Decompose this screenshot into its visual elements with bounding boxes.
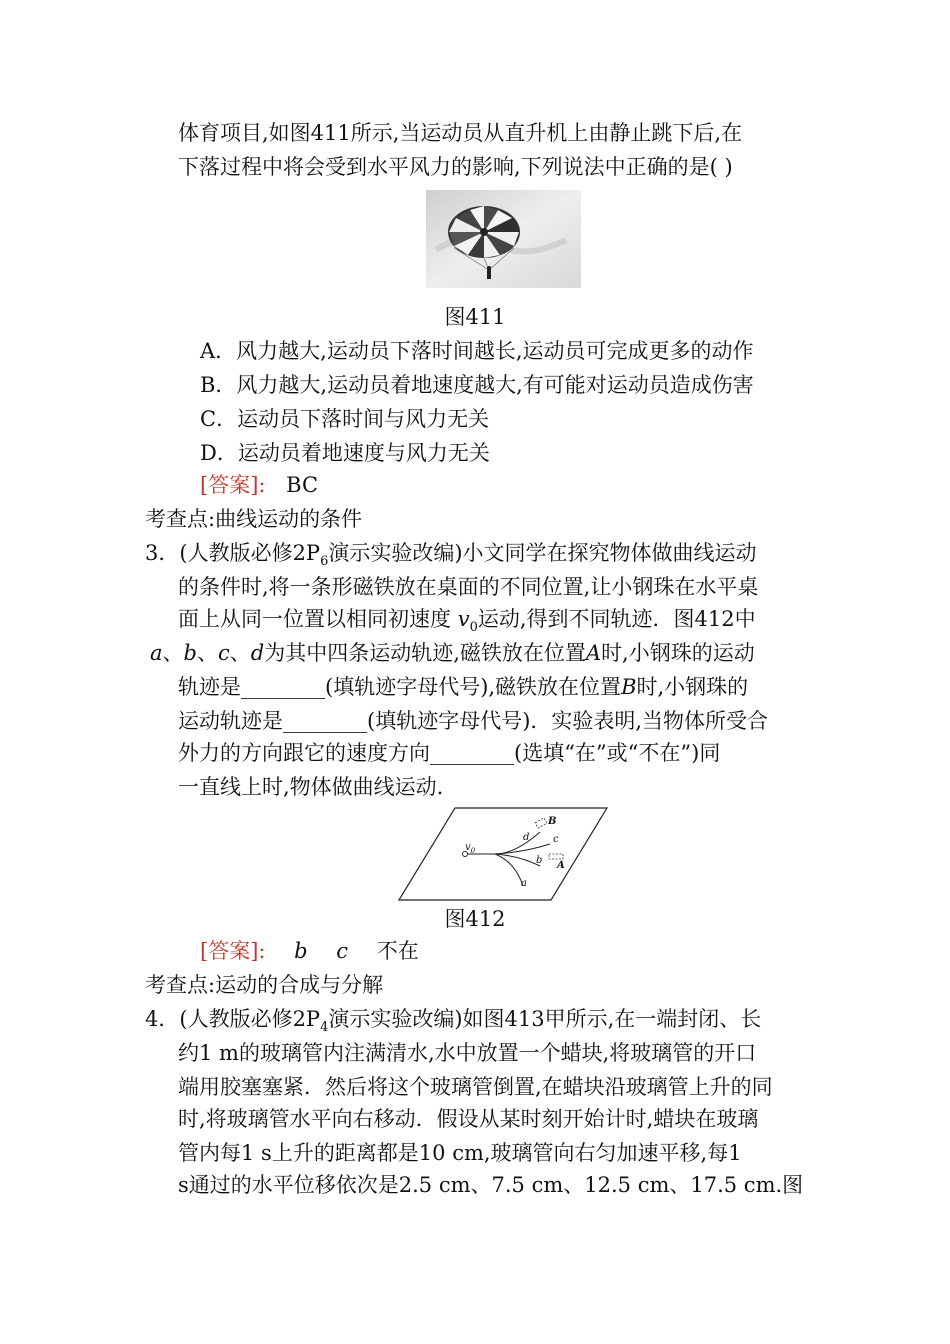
label-d: d	[523, 832, 530, 843]
q3-line7: 外力的方向跟它的速度方向________(选填“在”或“不在”)同	[178, 741, 721, 765]
q4-line6: s通过的水平位移依次是2.5 cm、7.5 cm、12.5 cm、17.5 cm.图	[178, 1173, 804, 1197]
q4-line3: 端用胶塞塞紧．然后将这个玻璃管倒置,在蜡块沿玻璃管上升的同	[178, 1075, 773, 1099]
answer-value: BC	[286, 473, 319, 497]
q3-line2: 的条件时,将一条形磁铁放在桌面的不同位置,让小钢珠在水平桌	[178, 575, 759, 599]
q3-line1	[145, 540, 757, 575]
option-d: D．运动员着地速度与风力无关	[200, 441, 490, 465]
q4-line1-sub: 4	[320, 1020, 329, 1036]
q3-line3-v: v	[457, 607, 470, 631]
q3-line5-a: 轨迹是________(填轨迹字母代号),磁铁放在位置	[178, 675, 622, 699]
q2-answer	[200, 472, 318, 498]
q4-line5: 管内每1 s上升的距离都是10 cm,玻璃管向右匀加速平移,每1	[178, 1141, 742, 1165]
q4-line1-a: (人教版必修2P	[179, 1007, 321, 1031]
q3-line3-a: 面上从同一位置以相同初速度	[178, 607, 458, 631]
figure-412-caption: 图412	[444, 907, 506, 931]
q2-text-line1: 体育项目,如图411所示,当运动员从直升机上由静止跳下后,在	[178, 121, 743, 145]
magnet-b	[535, 818, 547, 828]
q3-line3-sub: 0	[469, 620, 478, 636]
q3-line4-j: 时,小钢珠的运动	[601, 641, 755, 665]
label-b: b	[536, 855, 543, 866]
label-a: a	[521, 878, 527, 889]
q3-line4-d: 、	[196, 641, 218, 665]
q3-line4	[150, 640, 755, 666]
trajectory-b	[495, 854, 543, 866]
q3-line5-b: B	[621, 675, 637, 699]
q3-line3	[178, 606, 756, 641]
magnet-a	[549, 854, 563, 859]
label-v0: $v_0$	[465, 842, 476, 855]
q4-line1-b: 演示实验改编)如图413甲所示,在一端封闭、长	[328, 1007, 762, 1031]
label-A: A	[557, 860, 565, 871]
q3-line6: 运动轨迹是________(填轨迹字母代号)．实验表明,当物体所受合	[178, 709, 769, 733]
option-b: B．风力越大,运动员着地速度越大,有可能对运动员造成伤害	[200, 373, 754, 397]
q3-line4-e: c	[217, 641, 230, 665]
answer-label: [答案]:	[200, 473, 266, 497]
q3-number: 3．	[145, 541, 180, 565]
q3-line1-text: (人教版必修2P	[179, 541, 321, 565]
q3-line4-g: d	[250, 641, 265, 665]
trajectory-figure	[395, 804, 610, 904]
option-a: A．风力越大,运动员下落时间越长,运动员可完成更多的动作	[200, 339, 754, 363]
label-B: B	[548, 816, 557, 827]
answer-c: c	[336, 939, 349, 963]
parachute-figure	[426, 190, 581, 288]
q3-line5-c: 时,小钢珠的	[636, 675, 749, 699]
option-c: C．运动员下落时间与风力无关	[200, 407, 490, 431]
answer-b: b	[294, 939, 308, 963]
q4-line4: 时,将玻璃管水平向右移动．假设从某时刻开始计时,蜡块在玻璃	[178, 1107, 759, 1131]
q4-line2: 约1 m的玻璃管内注满清水,水中放置一个蜡块,将玻璃管的开口	[178, 1041, 757, 1065]
knowledge-point-2: 考查点:运动的合成与分解	[145, 973, 384, 997]
q3-line4-a: a	[150, 641, 163, 665]
q3-line4-i: A	[585, 641, 602, 665]
q3-line1-sub: 6	[320, 554, 329, 570]
q3-line3-b: 运动,得到不同轨迹．图412中	[477, 607, 756, 631]
q3-line4-f: 、	[229, 641, 251, 665]
q3-line1-rest: 演示实验改编)小文同学在探究物体做曲线运动	[328, 541, 757, 565]
answer-rest: 不在	[376, 939, 419, 963]
trajectory-a	[495, 854, 523, 886]
q3-line4-b: 、	[162, 641, 184, 665]
tabletop-outline	[399, 808, 607, 900]
trajectory-d	[495, 832, 540, 854]
q4-line1	[145, 1006, 761, 1041]
q3-line4-h: 为其中四条运动轨迹,磁铁放在位置	[264, 641, 586, 665]
q3-line8: 一直线上时,物体做曲线运动.	[178, 775, 444, 799]
q3-line5	[178, 674, 748, 700]
figure-411-caption: 图411	[444, 305, 506, 329]
knowledge-point-1: 考查点:曲线运动的条件	[145, 507, 363, 531]
label-c: c	[553, 834, 559, 845]
q3-line4-c: b	[183, 641, 197, 665]
q4-number: 4．	[145, 1007, 180, 1031]
answer-label: [答案]:	[200, 939, 266, 963]
q2-text-line2: 下落过程中将会受到水平风力的影响,下列说法中正确的是( )	[178, 155, 733, 179]
q3-answer	[200, 938, 419, 964]
